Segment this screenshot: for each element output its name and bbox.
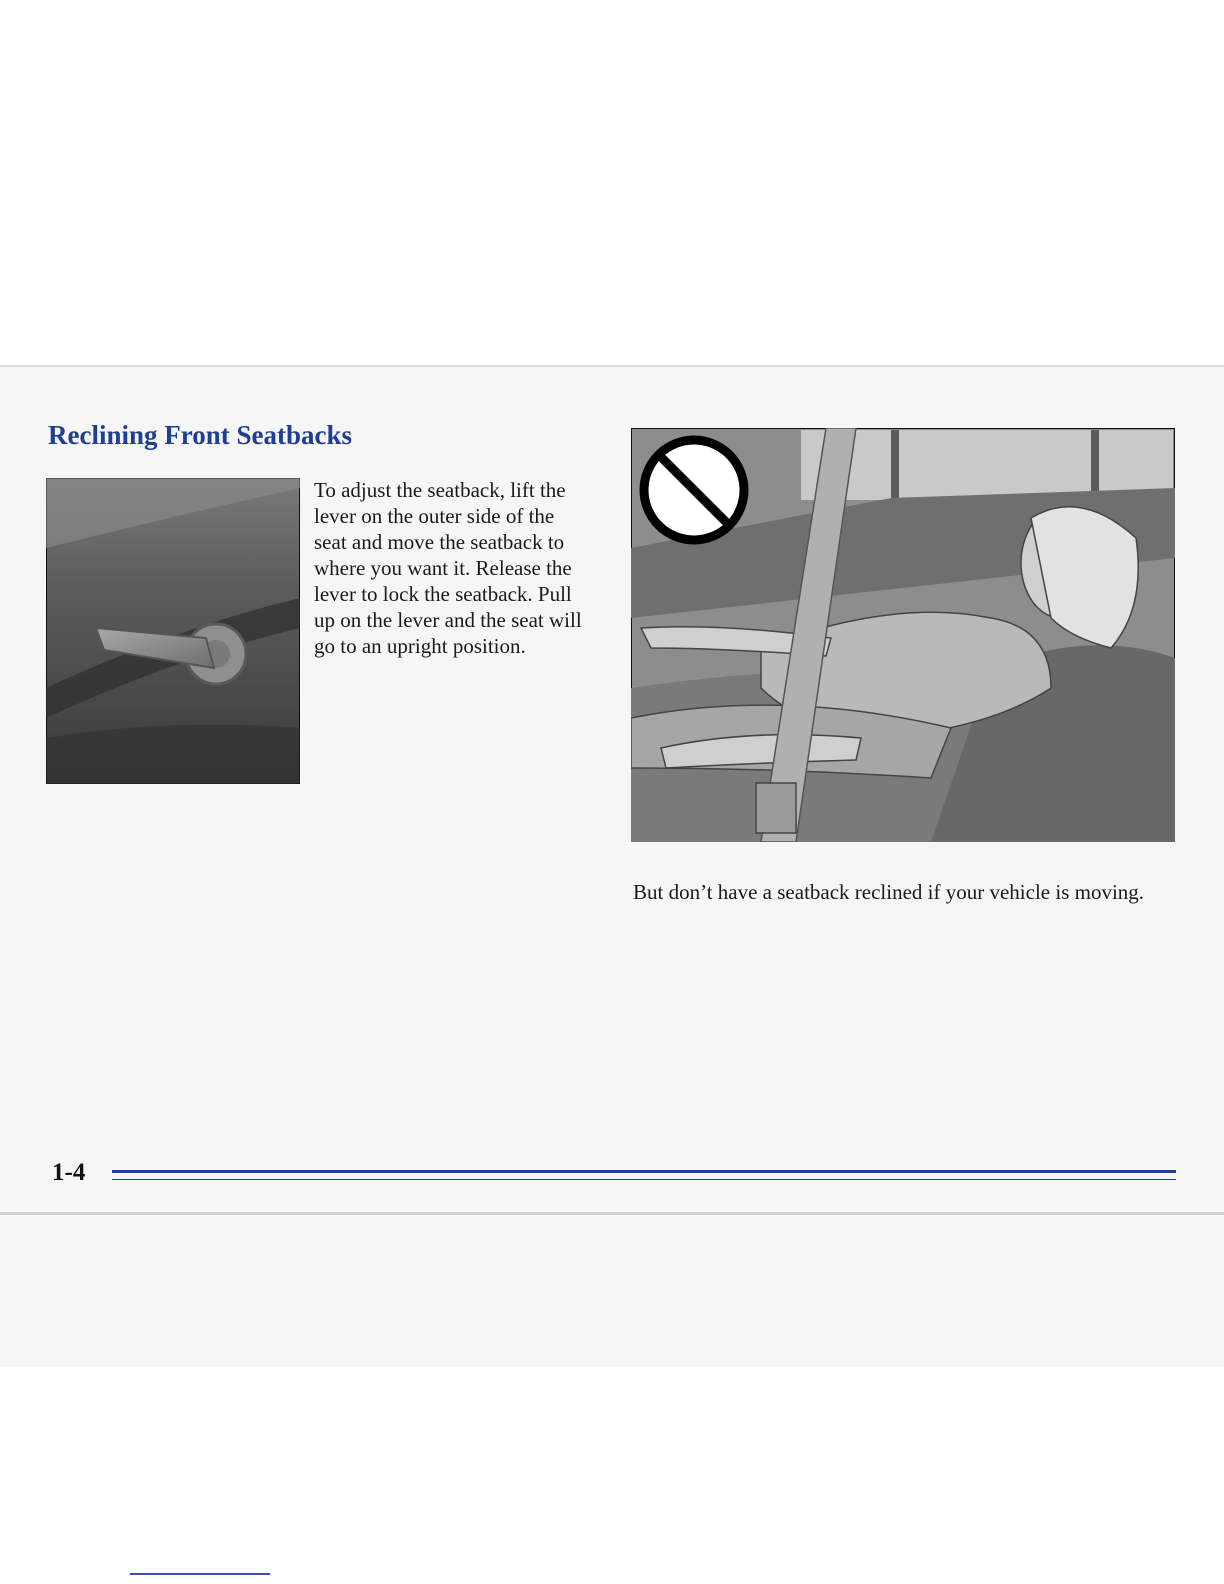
lever-photo [46, 478, 300, 784]
reclined-passenger-illustration [631, 428, 1175, 842]
page-edge [0, 1212, 1224, 1215]
no-symbol-icon [644, 440, 744, 540]
scan-artifact-line [130, 1573, 270, 1575]
warning-caption: But don’t have a seatback reclined if your vehicle is moving. [633, 880, 1145, 904]
page-number: 1-4 [52, 1159, 86, 1186]
footer-rule-secondary [112, 1179, 1176, 1180]
instruction-paragraph: To adjust the seatback, lift the lever on the outer side of the seat and move the seatback to where you want it. Release the lever to lock the seatback. Pull up on the lever and the seat will go to an upright position. [314, 478, 582, 658]
footer-rule [112, 1170, 1176, 1173]
section-heading: Reclining Front Seatbacks [48, 420, 353, 450]
